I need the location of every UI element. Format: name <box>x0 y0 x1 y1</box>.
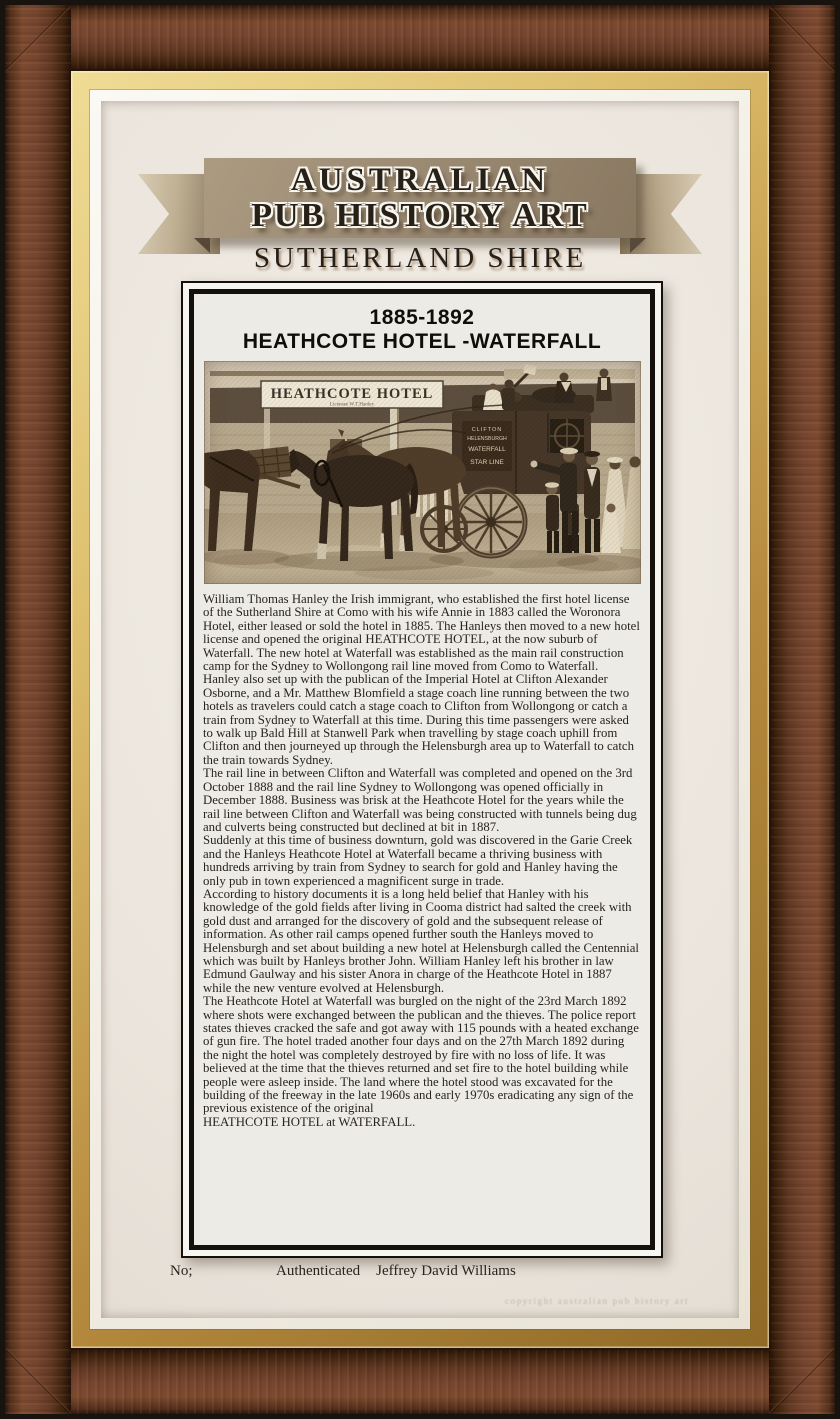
history-closing-line: HEATHCOTE HOTEL at WATERFALL. <box>203 1114 416 1129</box>
document-paper <box>189 289 655 1250</box>
hotel-photograph <box>204 361 641 584</box>
history-paragraph: William Thomas Hanley the Irish immigrant, who established the first hotel license of the Sutherland Shire at Como with his wife Annie in 1883 called the Woronora Hotel, either leased or sold the hotel in 1885. The Hanleys then moved to a new hotel license and opened the original HEATHCOTE HOTEL, at the now suburb of Waterfall. The new hotel at Waterfall was established as the main rail construction camp for the Sydney to Wollongong rail line moved from Como to Waterfall. <box>203 592 640 674</box>
frame-wood-bottom <box>5 1348 835 1414</box>
history-paragraph: Hanley also set up with the publican of the Imperial Hotel at Clifton Alexander Osborne, and a Mr. Matthew Blomfield a stage coach line running between the two hotels as travelers could catch a stage coach to Clifton from Wollongong or catch a train from Sydney to Waterfall at this time. During this time passengers were asked to walk up Bald Hill at Stanwell Park when travelling by stage coach uphill from Clifton and then journeyed up through the Helensburgh area up to Waterfall to catch the train towards Sydney. <box>203 672 634 767</box>
authentication-line <box>170 1263 516 1280</box>
number-label: No; <box>170 1263 193 1279</box>
frame-miter-joint <box>5 5 71 71</box>
photo-grain-overlay <box>204 361 641 584</box>
frame-wood-left <box>5 5 71 1414</box>
history-text <box>203 593 641 1129</box>
ribbon-band <box>204 158 636 238</box>
authenticated-label: Authenticated <box>276 1263 361 1279</box>
document-period: 1885-1892 <box>369 306 475 329</box>
frame-miter-joint <box>769 1348 835 1414</box>
history-paragraph: The Heathcote Hotel at Waterfall was burgled on the night of the 23rd March 1892 where shots were exchanged between the publican and the thieves. The police report states thieves cracked the safe and got away with 115 pounds with a heated exchange of gun fire. The hotel traded another four days and on the 27th March 1892 during the night the hotel was completely destroyed by fire with no loss of life. It was believed at the time that the thieves returned and set fire to the hotel building while people were asleep inside. The land where the hotel stood was excavated for the building of the freeway in the late 1960s and early 1970s eradicating any sign of the previous existence of the original <box>203 994 639 1116</box>
banner-title-line1: AUSTRALIAN <box>290 162 550 198</box>
authenticator-name: Jeffrey David Williams <box>376 1263 516 1279</box>
frame-wood-right <box>769 5 835 1414</box>
faint-watermark: copyright australian pub history art <box>505 1296 690 1306</box>
frame-miter-joint <box>769 5 835 71</box>
history-paragraph: Suddenly at this time of business downturn, gold was discovered in the Garie Creek and the Hanleys Heathcote Hotel at Waterfall became a thriving business with hundreds arriving by train from Sydney to search for gold and Hanley having the only pub in town experienced a magnificent surge in trade. <box>203 833 633 888</box>
frame-wood-top <box>5 5 835 71</box>
banner-title-line2: PUB HISTORY ART <box>251 197 589 234</box>
document-title <box>194 306 650 354</box>
document-hotel-name: HEATHCOTE HOTEL -WATERFALL <box>242 330 602 353</box>
history-document <box>181 281 663 1258</box>
hotel-photo-illustration <box>204 361 641 584</box>
history-paragraph: According to history documents it is a long held belief that Hanley with his knowledge of the gold fields after living in Cooma district had salted the creek with gold dust and arranged for the discovery of gold and the subsequent release of information. As other rail camps opened further south the Hanleys moved to Helensburgh and set about building a new hotel at Helensburgh called the Centennial which was built by Hanleys brother John. William Hanley left his brother in law Edmund Gaulway and his sister Anora in charge of the Heathcote Hotel in 1887 while the new venture evolved at Helensburgh. <box>203 886 639 995</box>
banner-subtitle: SUTHERLAND SHIRE <box>253 242 587 274</box>
frame-miter-joint <box>5 1348 71 1414</box>
history-paragraph: The rail line in between Clifton and Waterfall was completed and opened on the 3rd October 1888 and the rail line Sydney to Wollongong was opened officially in December 1888. Business was brisk at the Heathcote Hotel for the years while the rail line between Clifton and Waterfall was being constructed with tunnels being dug and culverts being constructed but declined at bit in 1887. <box>203 766 637 834</box>
